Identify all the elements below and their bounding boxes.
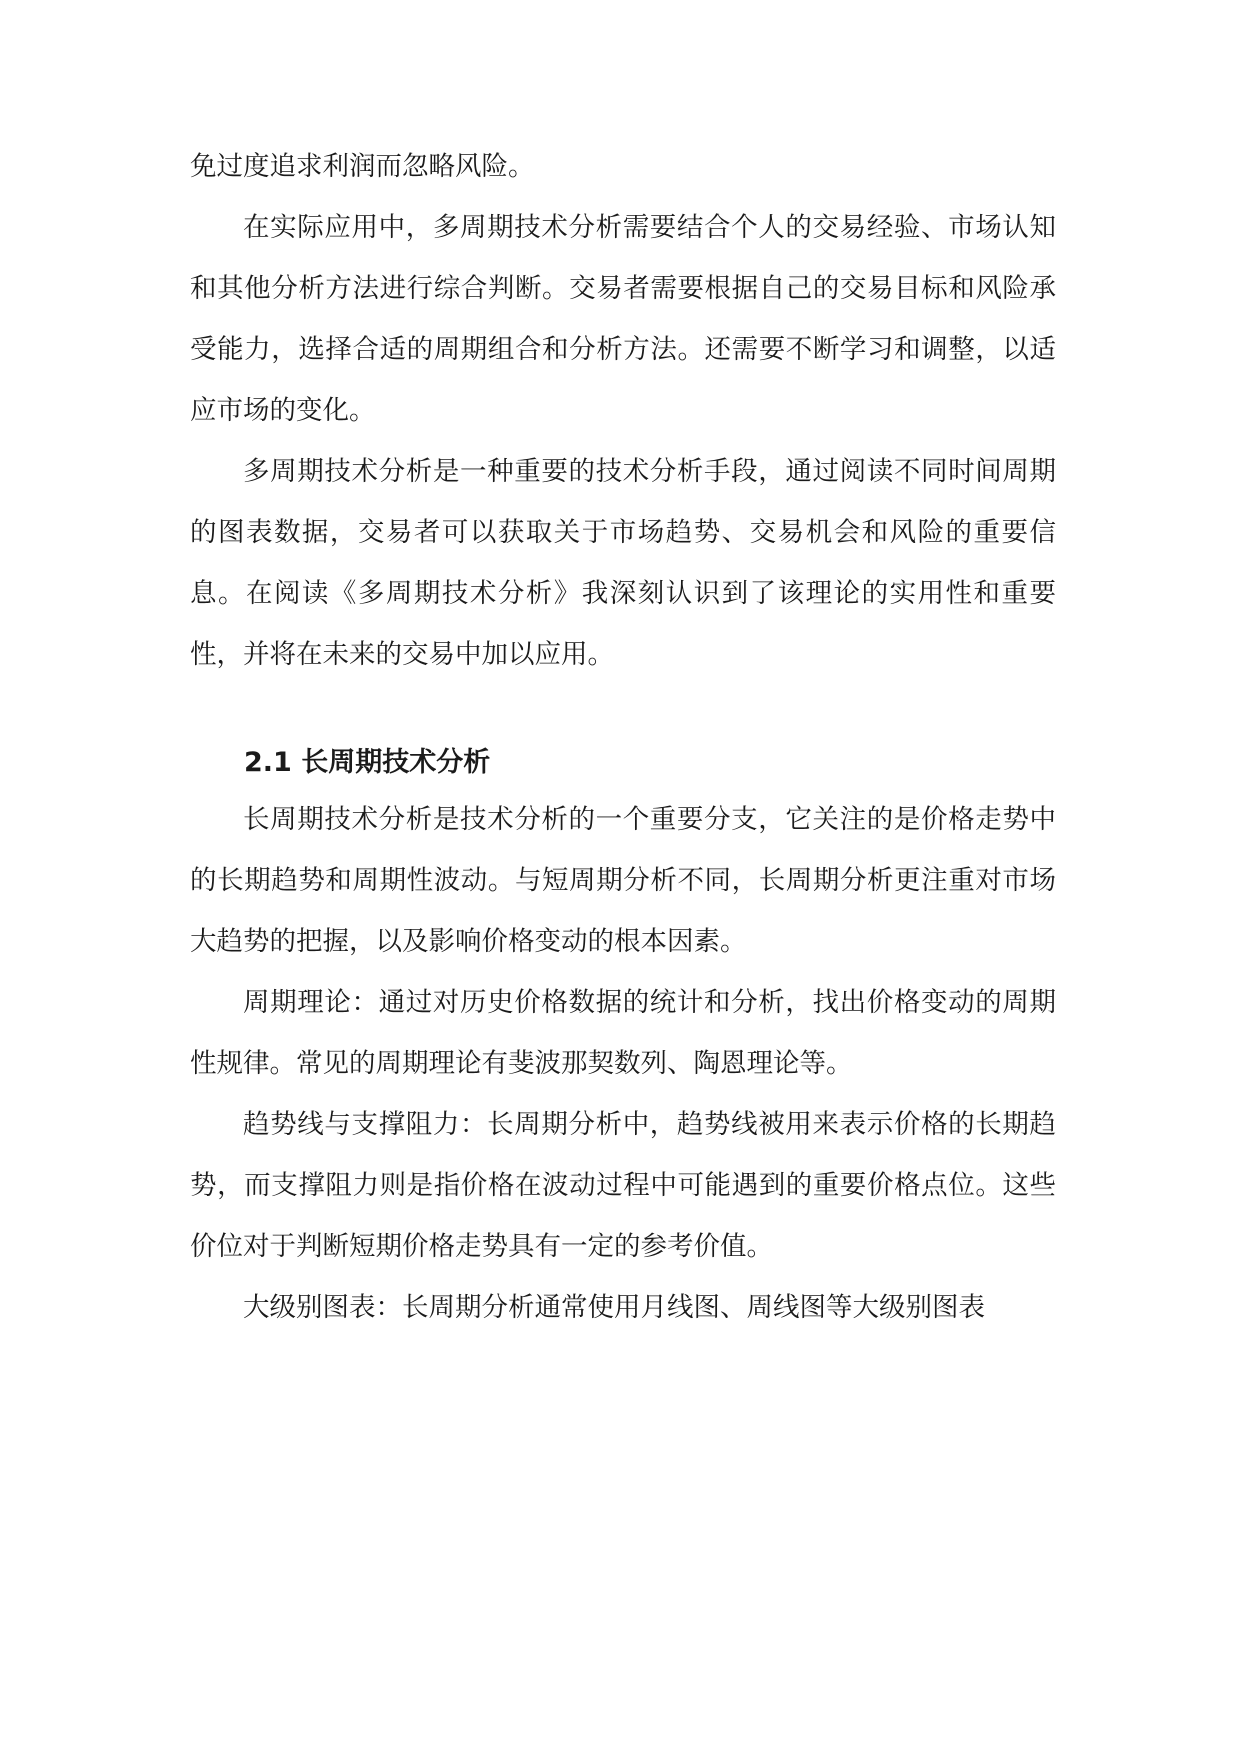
section-heading: 2.1 长周期技术分析 (244, 747, 491, 778)
document-body (190, 136, 1056, 1338)
paragraph-continuation: 免过度追求利润而忽略风险。 (190, 151, 535, 182)
paragraph-multi-period-summary: 多周期技术分析是一种重要的技术分析手段，通过阅读不同时间周期的图表数据，交易者可以获取关于市场趋势、交易机会和风险的重要信息。在阅读《多周期技术分析》我深刻认识到了该理论的实用性和重要性，并将在未来的交易中加以应用。 (190, 456, 1056, 670)
paragraph-practical-application: 在实际应用中，多周期技术分析需要结合个人的交易经验、市场认知和其他分析方法进行综合判断。交易者需要根据自己的交易目标和风险承受能力，选择合适的周期组合和分析方法。还需要不断学习和调整，以适应市场的变化。 (190, 212, 1056, 426)
paragraph-cycle-theory: 周期理论：通过对历史价格数据的统计和分析，找出价格变动的周期性规律。常见的周期理论有斐波那契数列、陶恩理论等。 (190, 987, 1056, 1079)
paragraph-long-period-intro: 长周期技术分析是技术分析的一个重要分支，它关注的是价格走势中的长期趋势和周期性波动。与短周期分析不同，长周期分析更注重对市场大趋势的把握，以及影响价格变动的根本因素。 (190, 804, 1056, 957)
paragraph-large-charts: 大级别图表：长周期分析通常使用月线图、周线图等大级别图表 (243, 1292, 985, 1323)
paragraph-trendline-support: 趋势线与支撑阻力：长周期分析中，趋势线被用来表示价格的长期趋势，而支撑阻力则是指价格在波动过程中可能遇到的重要价格点位。这些价位对于判断短期价格走势具有一定的参考价值。 (190, 1109, 1056, 1262)
